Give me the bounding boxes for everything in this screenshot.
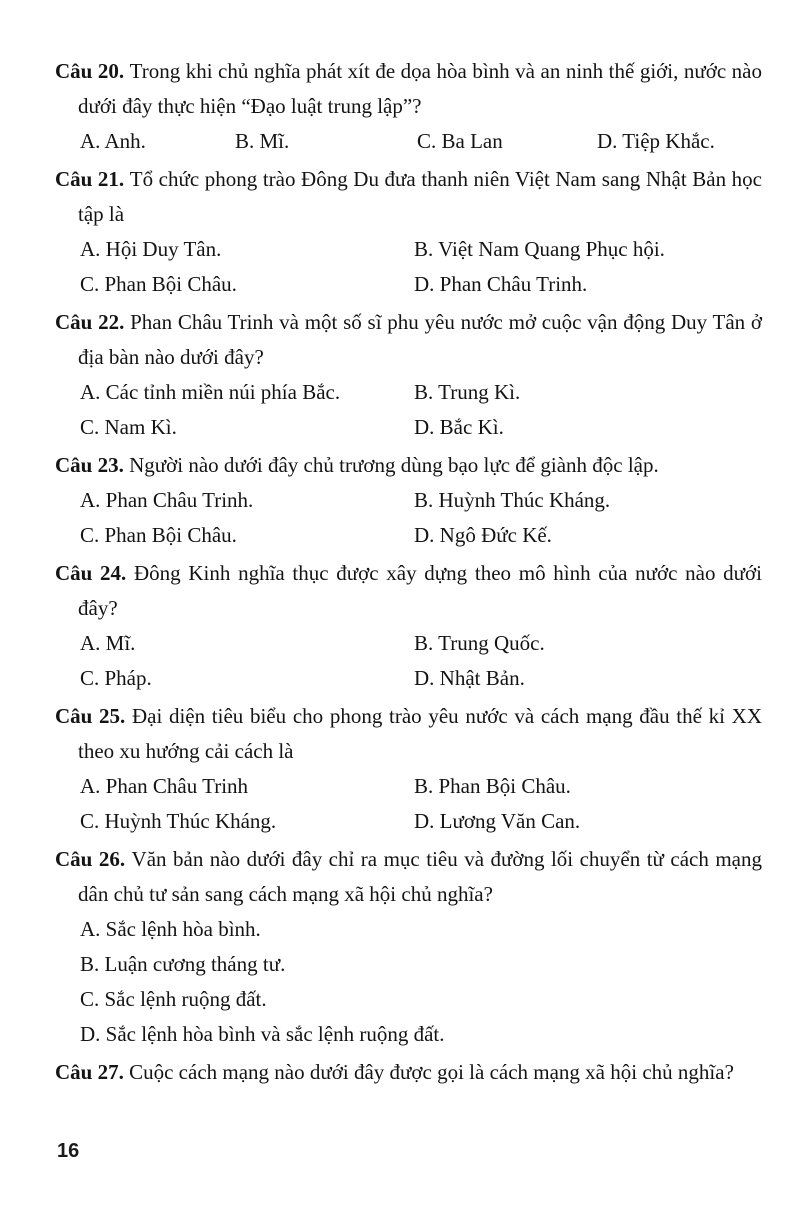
question-block [55, 305, 762, 445]
question-text [55, 556, 762, 626]
question-options [78, 626, 762, 696]
question-text [55, 54, 762, 124]
question-text [55, 162, 762, 232]
option: D. Bắc Kì. [414, 415, 504, 439]
option: B. Huỳnh Thúc Kháng. [414, 488, 611, 512]
option: D. Lương Văn Can. [414, 809, 581, 833]
question-block [55, 448, 762, 553]
page-number: 16 [57, 1140, 80, 1162]
option: B. Việt Nam Quang Phục hội. [414, 237, 665, 261]
option: A. Phan Châu Trinh [80, 774, 249, 798]
option: C. Phan Bội Châu. [80, 272, 237, 296]
question-block [55, 162, 762, 302]
option: B. Luận cương tháng tư. [80, 952, 286, 976]
option: A. Sắc lệnh hòa bình. [80, 917, 261, 941]
question-label: Câu 25. [55, 704, 132, 728]
question-label: Câu 22. [55, 310, 131, 334]
question-text [55, 305, 762, 375]
question-text [55, 1055, 762, 1090]
question-body: Đại diện tiêu biểu cho phong trào yêu nước và cách mạng đầu thế kỉ XX theo xu hướng cải cách là [78, 704, 762, 763]
option: A. Phan Châu Trinh. [80, 488, 254, 512]
option: C. Huỳnh Thúc Kháng. [80, 809, 277, 833]
question-body: Tổ chức phong trào Đông Du đưa thanh niên Việt Nam sang Nhật Bản học tập là [78, 167, 762, 226]
question-options [78, 375, 762, 445]
question-options [78, 483, 762, 553]
question-text [55, 448, 762, 483]
question-options [78, 232, 762, 302]
option: A. Anh. [80, 129, 146, 153]
question-label: Câu 26. [55, 847, 132, 871]
question-options [78, 124, 762, 159]
question-body: Văn bản nào dưới đây chỉ ra mục tiêu và đường lối chuyển từ cách mạng dân chủ tư sản sang cách mạng xã hội chủ nghĩa? [78, 847, 762, 906]
option: D. Nhật Bản. [414, 666, 525, 690]
option: B. Trung Quốc. [414, 631, 545, 655]
option: D. Ngô Đức Kế. [414, 523, 552, 547]
question-body: Đông Kinh nghĩa thục được xây dựng theo mô hình của nước nào dưới đây? [78, 561, 762, 620]
question-label: Câu 24. [55, 561, 134, 585]
option: D. Tiệp Khắc. [597, 129, 715, 153]
option: B. Trung Kì. [414, 380, 521, 404]
question-text [55, 842, 762, 912]
question-options [78, 769, 762, 839]
question-options [78, 912, 762, 1052]
option: B. Mĩ. [235, 129, 290, 153]
question-text [55, 699, 762, 769]
option: A. Mĩ. [80, 631, 136, 655]
option: D. Phan Châu Trinh. [414, 272, 588, 296]
question-body: Người nào dưới đây chủ trương dùng bạo lực để giành độc lập. [129, 453, 659, 477]
question-label: Câu 27. [55, 1060, 130, 1084]
option: C. Phan Bội Châu. [80, 523, 237, 547]
question-body: Cuộc cách mạng nào dưới đây được gọi là cách mạng xã hội chủ nghĩa? [129, 1060, 734, 1084]
question-body: Phan Châu Trinh và một số sĩ phu yêu nước mở cuộc vận động Duy Tân ở địa bàn nào dưới đây? [78, 310, 762, 369]
option: B. Phan Bội Châu. [414, 774, 571, 798]
option: C. Nam Kì. [80, 415, 177, 439]
option: C. Ba Lan [417, 129, 503, 153]
question-label: Câu 23. [55, 453, 130, 477]
option: A. Hội Duy Tân. [80, 237, 222, 261]
question-body: Trong khi chủ nghĩa phát xít đe dọa hòa bình và an ninh thế giới, nước nào dưới đây thực hiện “Đạo luật trung lập”? [78, 59, 762, 118]
question-block [55, 1055, 762, 1090]
question-block [55, 842, 762, 1052]
option: C. Pháp. [80, 666, 152, 690]
question-block [55, 54, 762, 159]
question-block [55, 699, 762, 839]
question-label: Câu 20. [55, 59, 130, 83]
question-label: Câu 21. [55, 167, 130, 191]
option: C. Sắc lệnh ruộng đất. [80, 987, 267, 1011]
question-block [55, 556, 762, 696]
option: A. Các tỉnh miền núi phía Bắc. [80, 380, 341, 404]
option: D. Sắc lệnh hòa bình và sắc lệnh ruộng đất. [80, 1022, 445, 1046]
